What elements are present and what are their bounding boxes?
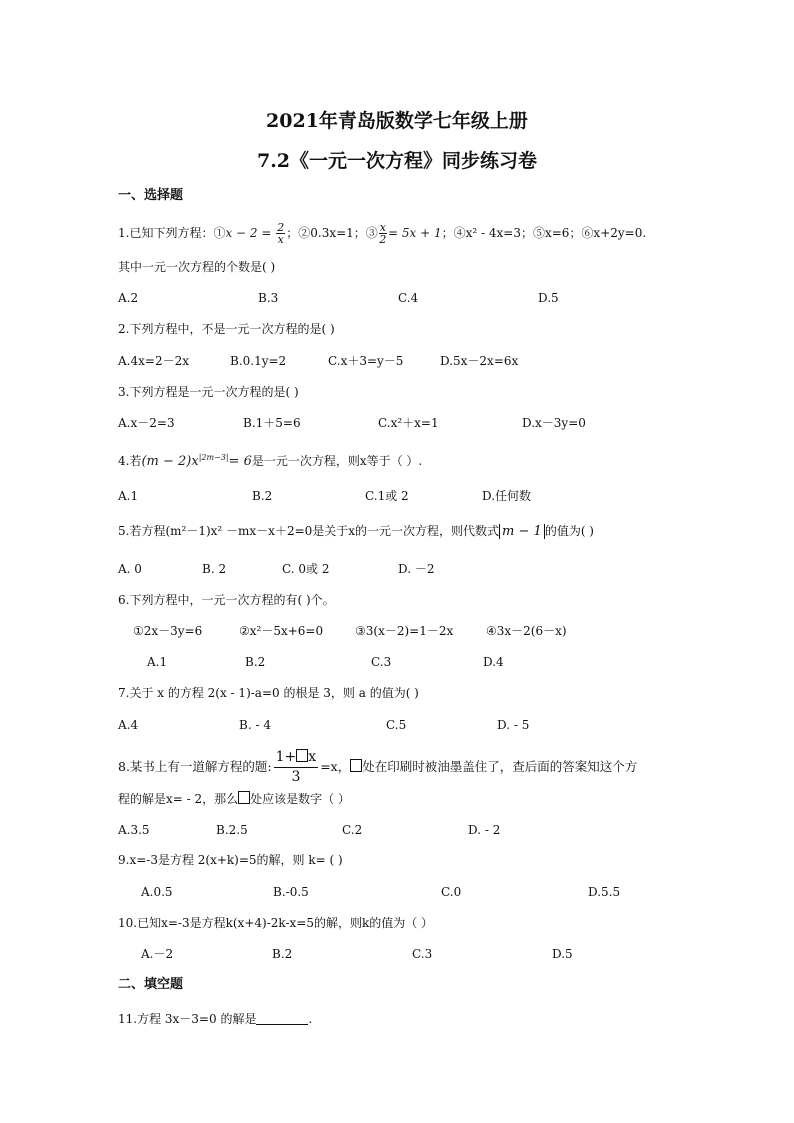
q3-option-d: D.x－3y=0 [522, 416, 586, 430]
q11-prefix: 11.方程 3x－3=0 的解是 [118, 1012, 257, 1026]
q4-option-c: C.1或 2 [365, 489, 409, 503]
q10-option-b: B.2 [272, 947, 293, 961]
q11-suffix: . [308, 1012, 313, 1026]
q1-eq3-fraction [379, 222, 387, 245]
q8-option-d: D. - 2 [468, 823, 501, 837]
q1-option-d: D.5 [538, 291, 559, 305]
q1-line2: 其中一元一次方程的个数是( ) [118, 260, 276, 274]
q8-fraction [274, 748, 319, 787]
q5-text: 5.若方程(m²－1)x² －mx－x＋2=0是关于x的一元一次方程，则代数式 [118, 524, 500, 538]
q10-option-c: C.3 [412, 947, 433, 961]
q10-option-d: D.5 [552, 947, 573, 961]
q5-suffix: 的值为( ) [544, 524, 594, 538]
q8-suffix-a: =x， [320, 759, 351, 774]
section-choice-title: 一、选择题 [118, 188, 184, 203]
q8-option-a: A.3.5 [118, 823, 150, 837]
q1-intro: 1.已知下列方程：① [118, 226, 226, 240]
q7-option-a: A.4 [118, 718, 139, 732]
q7-option-b: B. - 4 [239, 718, 271, 732]
q3-option-a: A.x－2=3 [118, 416, 175, 430]
q4-eq: = 6 [228, 454, 252, 469]
q1-option-a: A.2 [118, 291, 139, 305]
q8-num-a: 1+ [275, 749, 297, 765]
q6-item-1: ①2x－3y=6 [133, 624, 203, 638]
q1-eq1-den: x [277, 233, 284, 246]
q4-option-d: D.任何数 [482, 489, 532, 503]
q6-item-3: ③3(x－2)=1－2x [355, 624, 454, 638]
ink-covered-box [350, 759, 362, 772]
q7-option-c: C.5 [386, 718, 407, 732]
q1-eq1-num: 2 [277, 221, 285, 234]
q1-eq3-num: x [379, 221, 387, 234]
q9-option-a: A.0.5 [141, 885, 173, 899]
q4-exponent: |2m−3| [198, 453, 229, 462]
q4-suffix: 是一元一次方程，则x等于（ ）. [251, 454, 423, 468]
q4-math: (m − 2)x [141, 454, 199, 469]
q3-option-c: C.x²＋x=1 [378, 416, 439, 430]
q2-option-b: B.0.1y=2 [230, 354, 287, 368]
question-8 [118, 748, 637, 787]
q1-eq1-fraction [276, 222, 285, 245]
q6-option-b: B.2 [245, 655, 266, 669]
q1-rest: ；④x² - 4x=3；⑤x=6；⑥x+2y=0. [441, 226, 647, 240]
question-3: 3.下列方程是一元一次方程的是( ) [118, 385, 299, 399]
q5-option-c: C. 0或 2 [282, 562, 330, 576]
q5-option-a: A. 0 [118, 562, 142, 576]
q2-option-d: D.5x－2x=6x [440, 354, 519, 368]
q8-fraction-den: 3 [291, 769, 301, 785]
q8-option-c: C.2 [342, 823, 363, 837]
q8-line2 [118, 791, 350, 807]
answer-blank[interactable] [256, 1012, 308, 1025]
question-7: 7.关于 x 的方程 2(x - 1)-a=0 的根是 3，则 a 的值为( ) [118, 686, 419, 700]
question-2: 2.下列方程中，不是一元一次方程的是( ) [118, 322, 335, 336]
q1-eq1-left: x − 2 = [225, 226, 272, 240]
question-1 [118, 222, 646, 245]
ink-covered-box [296, 749, 308, 762]
question-9: 9.x=-3是方程 2(x+k)=5的解，则 k= ( ) [118, 853, 343, 867]
question-10: 10.已知x=-3是方程k(x+4)-2k-x=5的解，则k的值为（ ） [118, 916, 434, 930]
q8-num-b: x [308, 749, 317, 765]
q10-option-a: A.－2 [141, 947, 174, 961]
q9-option-c: C.0 [441, 885, 462, 899]
page-subtitle: 7.2《一元一次方程》同步练习卷 [256, 150, 538, 172]
q6-item-2: ②x²－5x+6=0 [239, 624, 324, 638]
q2-option-c: C.x＋3=y－5 [328, 354, 404, 368]
q6-option-c: C.3 [371, 655, 392, 669]
q8-suffix-b: 处在印刷时被油墨盖住了，查后面的答案知这个方 [362, 759, 638, 774]
q6-option-d: D.4 [483, 655, 504, 669]
q8-fraction-num [274, 748, 319, 768]
q1-eq3-right: = 5x + 1 [388, 226, 442, 240]
q6-option-a: A.1 [147, 655, 168, 669]
question-6: 6.下列方程中，一元一次方程的有( )个。 [118, 593, 335, 607]
q9-option-d: D.5.5 [588, 885, 621, 899]
q6-item-4: ④3x－2(6－x) [486, 624, 567, 638]
q8-line2-a: 程的解是x= - 2，那么 [118, 792, 239, 806]
q3-option-b: B.1＋5=6 [243, 416, 301, 430]
q4-prefix: 4.若 [118, 454, 142, 468]
q1-sep1: ；②0.3x=1；③ [286, 226, 378, 240]
q1-option-b: B.3 [258, 291, 279, 305]
q7-option-d: D. - 5 [497, 718, 530, 732]
question-5 [118, 523, 594, 539]
q4-option-b: B.2 [252, 489, 273, 503]
q1-option-c: C.4 [398, 291, 419, 305]
q9-option-b: B.-0.5 [273, 885, 309, 899]
question-4 [118, 450, 422, 470]
q8-line2-b: 处应该是数字（ ） [250, 792, 350, 806]
q5-option-d: D. －2 [398, 562, 435, 576]
question-11 [118, 1011, 312, 1027]
q5-abs-value: m − 1 [499, 524, 545, 539]
page-title: 2021年青岛版数学七年级上册 [266, 110, 528, 132]
q4-option-a: A.1 [118, 489, 139, 503]
q8-option-b: B.2.5 [216, 823, 248, 837]
q1-eq3-den: 2 [379, 233, 387, 246]
section-fill-title: 二、填空题 [118, 977, 184, 992]
q2-option-a: A.4x=2－2x [118, 354, 189, 368]
q5-option-b: B. 2 [202, 562, 227, 576]
ink-covered-box [238, 791, 250, 804]
q8-prefix: 8.某书上有一道解方程的题: [118, 759, 272, 774]
